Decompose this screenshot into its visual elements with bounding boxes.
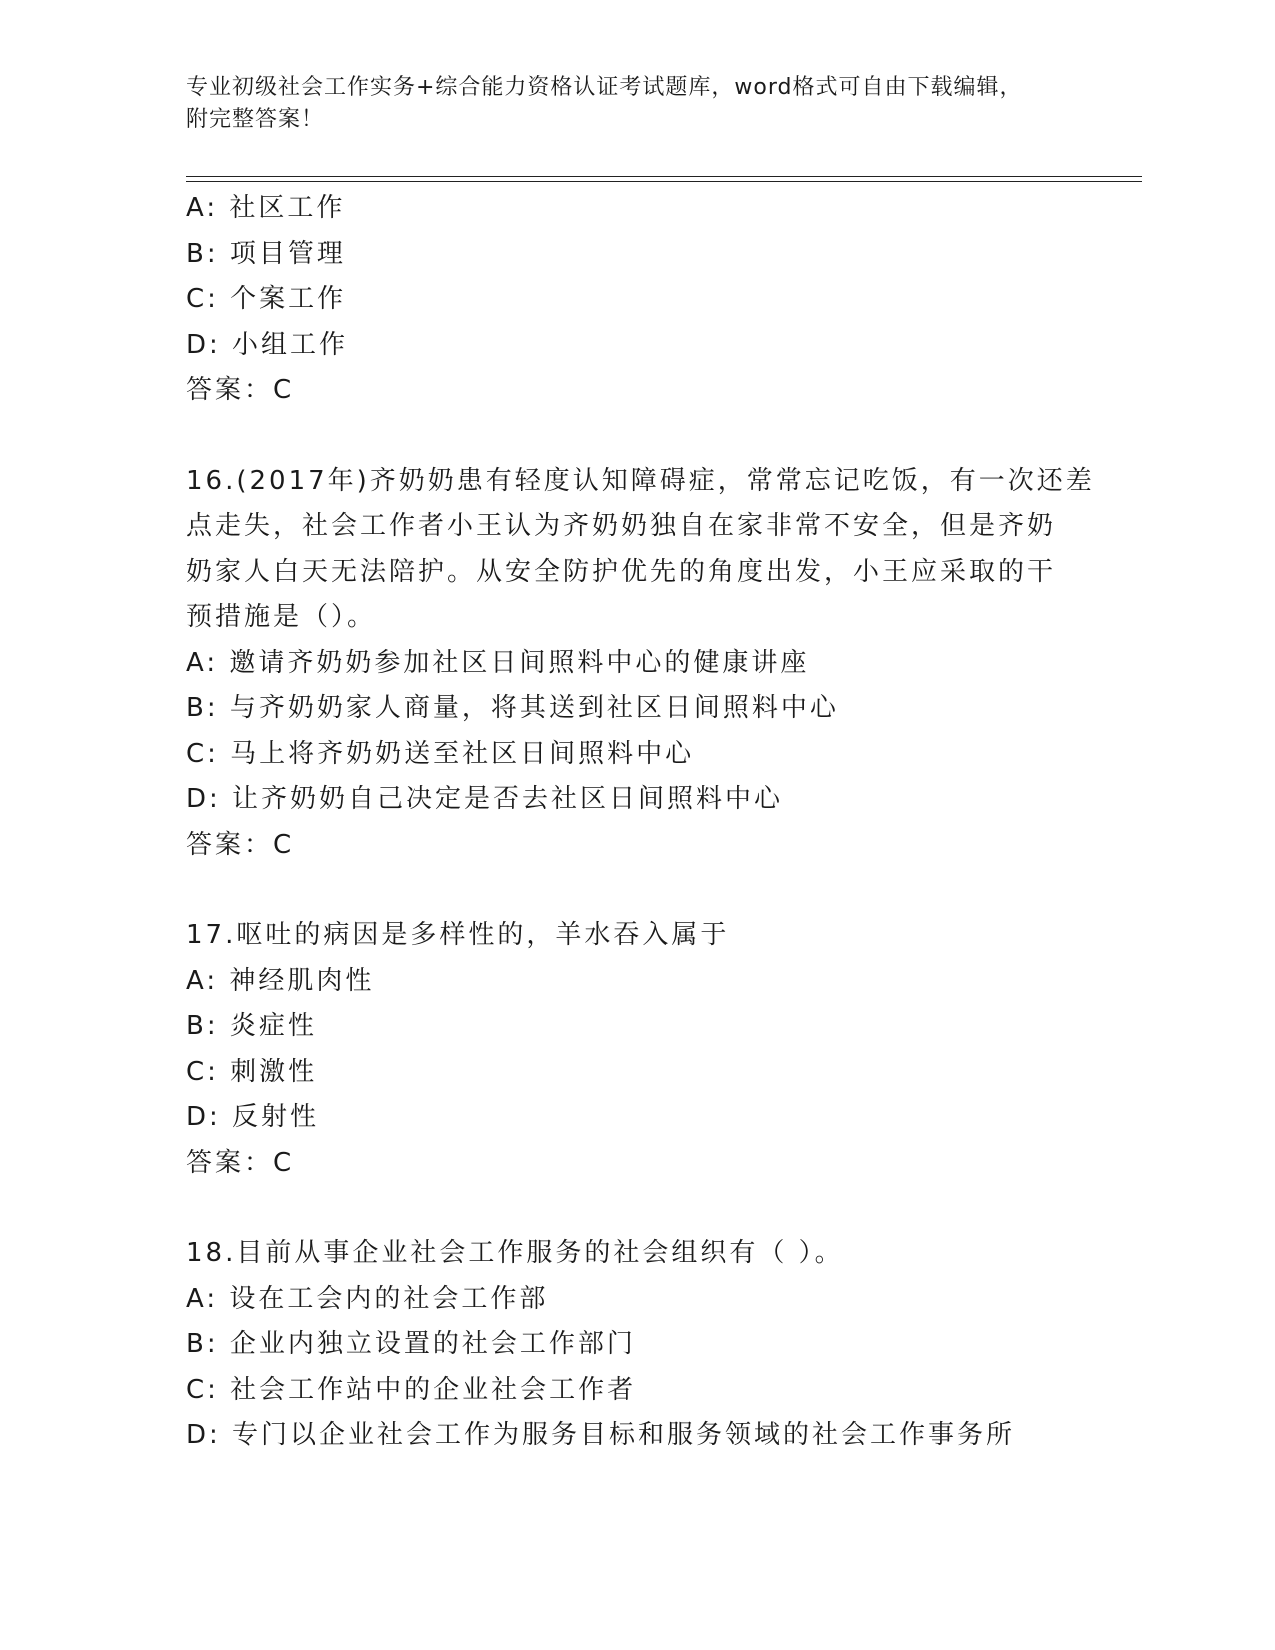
option-c: C: 刺激性 [186, 1056, 318, 1087]
answer: 答案：C [186, 1147, 295, 1178]
option-d: D: 小组工作 [186, 329, 349, 360]
page-header [186, 72, 1066, 136]
option-a: A: 设在工会内的社会工作部 [186, 1283, 549, 1314]
header-divider-bottom [186, 181, 1142, 182]
option-a: A: 社区工作 [186, 193, 346, 223]
header-title-line-1: 专业初级社会工作实务+综合能力资格认证考试题库，word格式可自由下载编辑， [186, 75, 1023, 100]
option-c: C: 社会工作站中的企业社会工作者 [186, 1374, 637, 1405]
question-17 [186, 913, 1086, 1186]
answer: 答案：C [186, 375, 295, 405]
question-list [186, 186, 1095, 1459]
question-18 [186, 1231, 1086, 1459]
question-stem: 18.目前从事企业社会工作服务的社会组织有（ ）。 [186, 1238, 844, 1268]
option-a: A: 邀请齐奶奶参加社区日间照料中心的健康讲座 [186, 647, 810, 678]
header-divider-top [186, 176, 1142, 177]
option-b: B: 项目管理 [186, 238, 346, 269]
option-d: D: 专门以企业社会工作为服务目标和服务领域的社会工作事务所 [186, 1420, 1016, 1450]
option-a: A: 神经肌肉性 [186, 965, 375, 996]
answer: 答案：C [186, 829, 295, 860]
question-stem-line-1: 16.(2017年)齐奶奶患有轻度认知障碍症，常常忘记吃饭，有一次还差 [186, 465, 1095, 496]
spacer [186, 414, 1086, 459]
question-stem: 17.呕吐的病因是多样性的，羊水吞入属于 [186, 920, 730, 950]
header-title-line-2: 附完整答案！ [186, 107, 325, 132]
spacer [186, 1186, 1086, 1231]
option-c: C: 个案工作 [186, 284, 347, 314]
question-16 [186, 459, 1095, 869]
spacer [186, 868, 1086, 913]
option-d: D: 让齐奶奶自己决定是否去社区日间照料中心 [186, 784, 784, 814]
question-stem-line-3: 奶家人白天无法陪护。从安全防护优先的角度出发，小王应采取的干 [186, 556, 1057, 587]
option-d: D: 反射性 [186, 1102, 320, 1132]
option-b: B: 与齐奶奶家人商量，将其送到社区日间照料中心 [186, 693, 839, 723]
option-b: B: 炎症性 [186, 1011, 317, 1041]
option-b: B: 企业内独立设置的社会工作部门 [186, 1329, 636, 1359]
question-stem-line-2: 点走失，社会工作者小王认为齐奶奶独自在家非常不安全，但是齐奶 [186, 511, 1057, 541]
option-c: C: 马上将齐奶奶送至社区日间照料中心 [186, 738, 695, 769]
question-15 [186, 186, 1086, 414]
question-stem-line-4: 预措施是（）。 [186, 602, 377, 632]
